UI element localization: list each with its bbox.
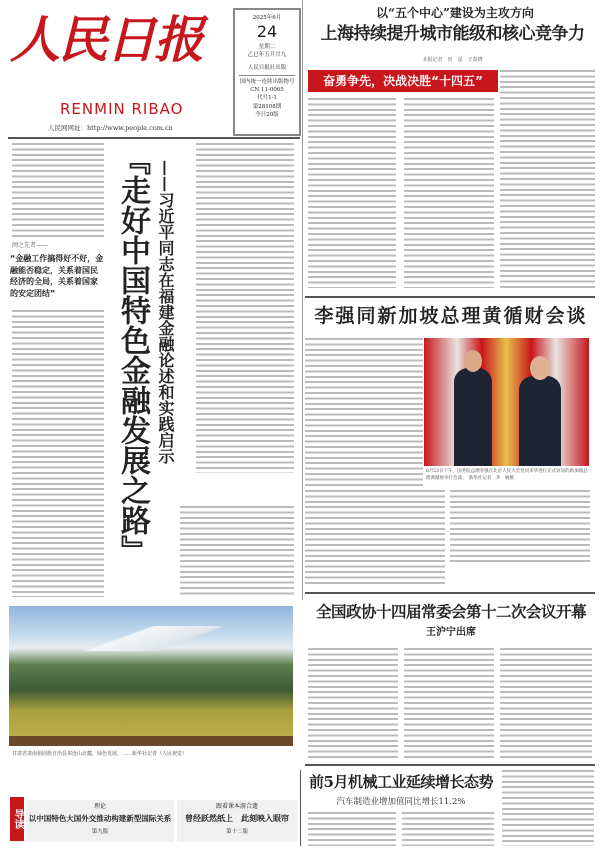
machinery-text bbox=[502, 770, 594, 846]
divider bbox=[305, 592, 595, 594]
feature-label: 闽之先者—— bbox=[12, 242, 49, 249]
feature-title[interactable]: 『走好中国特色金融发展之路』 bbox=[115, 145, 150, 565]
cppcc-text bbox=[500, 648, 592, 758]
feature-text bbox=[12, 310, 104, 597]
cppcc-text bbox=[404, 648, 494, 758]
machinery-headline[interactable]: 前5月机械工业延续增长态势 bbox=[309, 773, 493, 791]
guide-item[interactable] bbox=[26, 800, 174, 842]
feature-text bbox=[196, 143, 294, 473]
campaign-banner: 奋勇争先，决战决胜“十四五” bbox=[308, 70, 498, 92]
divider bbox=[305, 764, 595, 766]
guide-label: 导读 bbox=[10, 797, 24, 841]
year-month: 2025年6月 bbox=[252, 15, 282, 21]
liqiang-headline[interactable]: 李强同新加坡总理黄循财会谈 bbox=[314, 305, 588, 327]
lead-kicker: 以“五个中心”建设为主攻方向 bbox=[376, 6, 534, 20]
feature-quote: “金融工作搞得好不好，金融能否稳定，关系着国民经济的全局，关系着国家的安定团结” bbox=[10, 254, 104, 298]
lead-headline[interactable]: 上海持续提升城市能级和核心竞争力 bbox=[320, 24, 585, 44]
feature-subtitle: ——习近平同志在福建金融论述和实践启示 bbox=[156, 160, 175, 464]
guide-item[interactable] bbox=[177, 800, 297, 842]
issn: 国内统一连续出版物号 bbox=[239, 75, 295, 86]
machinery-text bbox=[308, 812, 396, 846]
column-divider bbox=[300, 770, 301, 846]
cppcc-text bbox=[308, 648, 398, 758]
guide-title[interactable]: 曾经跃然纸上 此刻映入眼帘 bbox=[185, 814, 289, 823]
pages: 今日20版 bbox=[255, 111, 279, 118]
liqiang-text bbox=[305, 490, 445, 585]
feature-text bbox=[12, 143, 104, 239]
date-box bbox=[233, 8, 301, 136]
website-link[interactable]: 人民网网址：http://www.people.com.cn bbox=[48, 124, 173, 132]
guide-title[interactable]: 以中国特色大国外交推动构建新型国际关系 bbox=[28, 814, 172, 823]
lunar-date: 乙巳年五月廿九 bbox=[247, 52, 287, 59]
masthead-logo: 人民日报 bbox=[10, 10, 202, 69]
photo-caption: 甘肃省肃南裕固族自治县祁连山北麓，绿色发展，……新华社记者（人民视觉） bbox=[12, 751, 188, 757]
machinery-text bbox=[402, 812, 494, 846]
masthead-pinyin: RENMIN RIBAO bbox=[60, 100, 184, 118]
lead-byline: 本报记者 田 泓 王春晓 bbox=[422, 57, 483, 63]
liqiang-text bbox=[305, 338, 423, 488]
column-divider bbox=[302, 0, 303, 600]
publisher: 人民日报社出版 bbox=[247, 64, 287, 71]
cn-number: CN 11-0065 bbox=[250, 87, 284, 94]
code: 代号1-1 bbox=[257, 95, 277, 102]
lead-text bbox=[500, 70, 595, 288]
cppcc-headline[interactable]: 全国政协十四届常委会第十二次会议开幕 bbox=[315, 603, 586, 621]
meeting-photo bbox=[424, 338, 589, 466]
guide-section: 跟着课本游合遗 bbox=[215, 803, 258, 810]
guide-page[interactable]: 第九版 bbox=[91, 829, 109, 835]
lead-text bbox=[308, 98, 396, 288]
liqiang-text bbox=[450, 490, 590, 565]
meeting-photo-caption: 6月23日下午，国务院总理李强在北京人民大会堂同来华进行正式访问的新加坡总理黄循财举行会谈。 新华社记者 李 响摄 bbox=[426, 469, 588, 481]
cppcc-subheadline: 王沪宁出席 bbox=[426, 627, 476, 638]
issue: 第28108期 bbox=[252, 103, 282, 110]
weekday: 星期二 bbox=[258, 44, 276, 51]
guide-section: 理论 bbox=[93, 803, 106, 810]
landscape-photo bbox=[9, 606, 293, 746]
feature-text bbox=[180, 506, 294, 598]
day: 24 bbox=[256, 22, 278, 42]
guide-page[interactable]: 第十二版 bbox=[225, 829, 248, 835]
lead-text bbox=[404, 98, 494, 288]
divider bbox=[305, 296, 595, 298]
machinery-subheadline: 汽车制造业增加值同比增长11.2% bbox=[336, 797, 466, 807]
divider bbox=[8, 137, 300, 139]
